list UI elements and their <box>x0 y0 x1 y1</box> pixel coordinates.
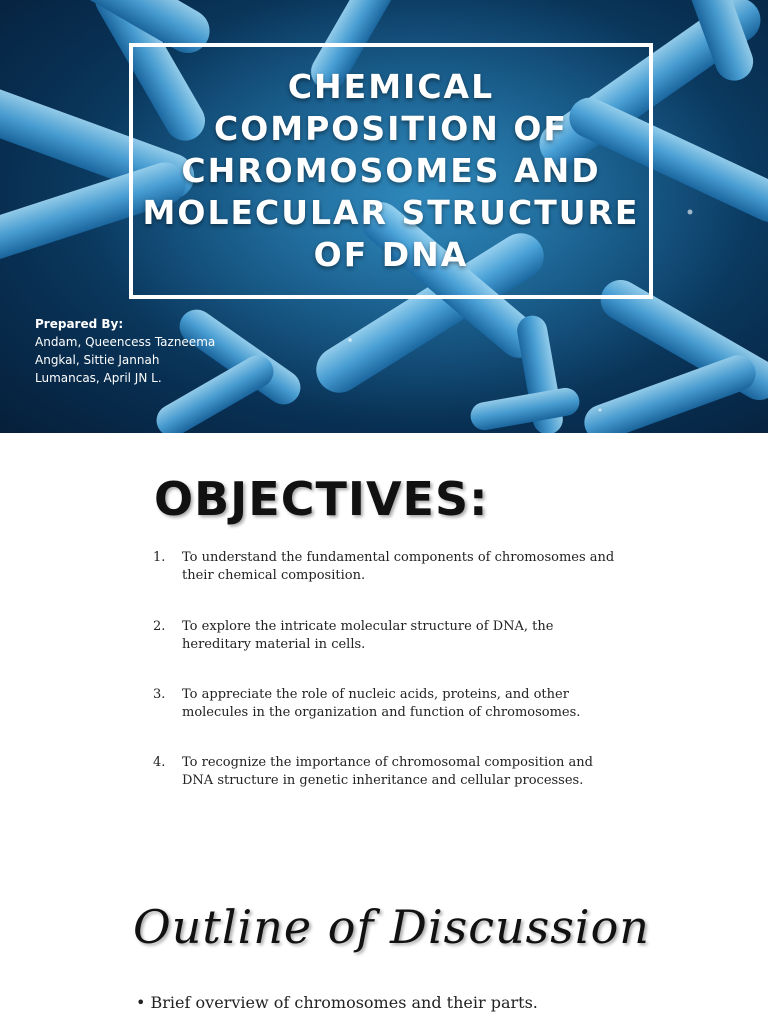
outline-heading: Outline of Discussion <box>133 900 650 954</box>
objective-number: 1. <box>153 550 166 565</box>
author-name: Andam, Queencess Tazneema <box>35 335 216 349</box>
presentation-title: CHEMICAL COMPOSITION OF CHROMOSOMES AND MOLECULAR STRUCTURE OF DNA <box>142 67 640 274</box>
objective-number: 4. <box>153 755 166 770</box>
title-slide <box>0 0 768 433</box>
objective-number: 2. <box>153 619 166 634</box>
title-frame <box>129 43 653 299</box>
objective-item <box>153 754 623 789</box>
objective-item <box>153 618 623 653</box>
objective-text: To appreciate the role of nucleic acids, proteins, and other molecules in the organization and function of chromosomes. <box>182 687 581 720</box>
objective-text: To recognize the importance of chromosomal composition and DNA structure in genetic inheritance and cellular processes. <box>182 755 593 788</box>
outline-item: • Brief overview of chromosomes and their parts. <box>136 993 538 1012</box>
objective-text: To understand the fundamental components of chromosomes and their chemical composition. <box>182 550 615 583</box>
credits-block <box>35 315 215 387</box>
objective-text: To explore the intricate molecular structure of DNA, the hereditary material in cells. <box>182 619 554 652</box>
objective-number: 3. <box>153 687 166 702</box>
objectives-list <box>153 549 623 789</box>
author-name: Lumancas, April JN L. <box>35 371 162 385</box>
outline-list <box>136 992 538 1014</box>
objectives-heading: OBJECTIVES: <box>154 472 489 526</box>
prepared-by-label: Prepared By: <box>35 317 124 331</box>
objective-item <box>153 549 623 584</box>
author-name: Angkal, Sittie Jannah <box>35 353 160 367</box>
objective-item <box>153 686 623 721</box>
